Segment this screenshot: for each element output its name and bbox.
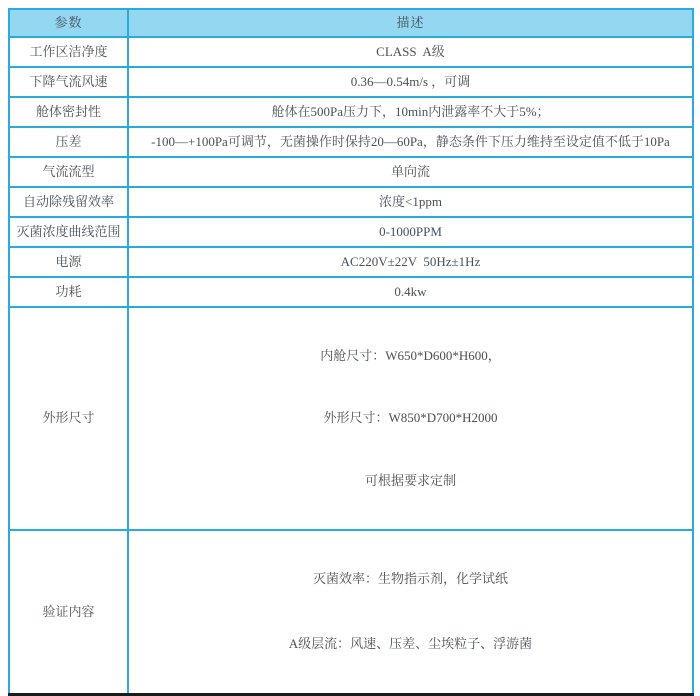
desc-cell: -100—+100Pa可调节，无菌操作时保持20—60Pa，静态条件下压力维持至设定值不低于10Pa [128,127,693,157]
desc-line: 灭菌效率：生物指示剂，化学试纸 [312,571,508,587]
header-cell-desc: 描述 [128,9,693,37]
table-row [9,97,693,127]
param-cell: 压差 [9,127,128,157]
table-row [9,217,693,247]
param-cell: 工作区洁净度 [9,37,128,67]
param-cell: 功耗 [9,277,128,307]
table-row [9,530,693,695]
table-row [9,247,693,277]
header-cell-param: 参数 [9,9,128,37]
table-row [9,187,693,217]
desc-cell: 0-1000PPM [128,217,693,247]
desc-cell: 0.4kw [128,277,693,307]
param-cell: 验证内容 [9,530,128,695]
table-row [9,67,693,97]
param-cell: 灭菌浓度曲线范围 [9,217,128,247]
desc-line: 可根据要求定制 [364,473,456,488]
desc-cell: 0.36—0.54m/s ，可调 [128,67,693,97]
desc-cell: 舱体在500Pa压力下，10min内泄露率不大于5%； [128,97,693,127]
table-row [9,307,693,530]
desc-line: 内舱尺寸：W650*D600*H600， [320,347,501,363]
table-header-row [9,9,693,37]
table-row [9,37,693,67]
desc-cell [128,307,693,530]
param-cell: 自动除残留效率 [9,187,128,217]
desc-cell: CLASS A级 [128,37,693,67]
desc-cell: 单向流 [128,157,693,187]
param-cell: 舱体密封性 [9,97,128,127]
table-row [9,157,693,187]
desc-line: A级层流：风速、压差、尘埃粒子、浮游菌 [288,636,533,651]
param-cell: 气流流型 [9,157,128,187]
param-cell: 电源 [9,247,128,277]
spec-table [8,8,694,696]
param-cell: 下降气流风速 [9,67,128,97]
desc-cell: 浓度<1ppm [128,187,693,217]
desc-cell [128,530,693,695]
param-cell: 外形尺寸 [9,307,128,530]
table-row [9,127,693,157]
desc-cell: AC220V±22V 50Hz±1Hz [128,247,693,277]
table-row [9,277,693,307]
desc-line: 外形尺寸：W850*D700*H2000 [323,410,498,426]
